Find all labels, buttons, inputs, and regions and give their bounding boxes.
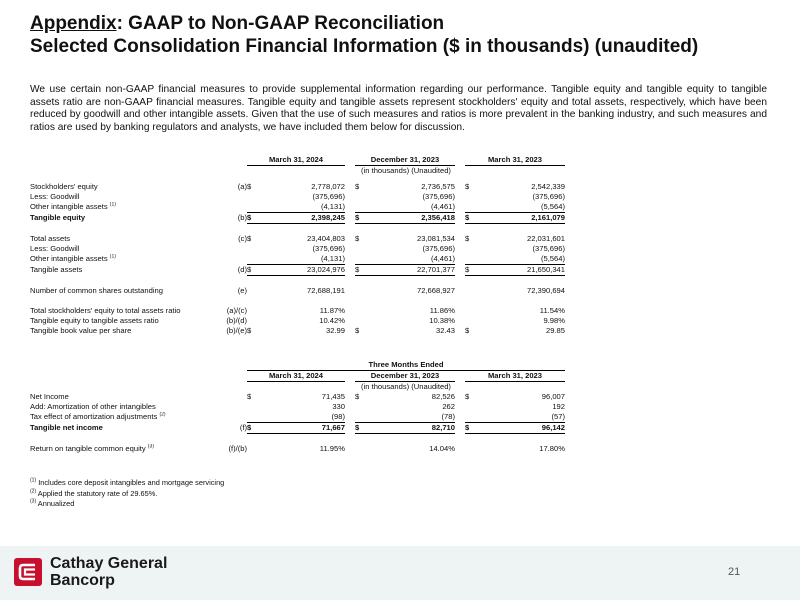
table-cell (455, 392, 465, 402)
table-cell: $ (355, 234, 360, 243)
row-ref: (b)/(d) (226, 316, 247, 325)
table-row (30, 244, 565, 254)
table-cell (355, 202, 367, 213)
table-cell: (375,696) (532, 244, 565, 253)
table-cell (345, 423, 355, 434)
table-cell: 2,542,339 (531, 182, 565, 191)
table-cell: (4,461) (430, 254, 455, 263)
table-cell: 2,736,575 (421, 182, 455, 191)
table-cell (345, 286, 355, 296)
table-cell (455, 326, 465, 336)
table-cell (215, 202, 247, 213)
row-label: Total stockholders' equity to total assets ratio (30, 306, 181, 315)
table-cell: $ (465, 265, 477, 276)
table-cell (345, 155, 355, 166)
table-cell (455, 244, 465, 254)
row-ref: (e) (237, 286, 247, 295)
table-cell (30, 276, 565, 287)
table-cell: (375,696) (312, 192, 345, 201)
table-cell (455, 213, 465, 224)
table-cell: 2,161,079 (477, 213, 565, 224)
table-cell (215, 155, 247, 166)
table-cell (345, 402, 355, 412)
table-cell: 192 (552, 402, 565, 411)
column-header: March 31, 2024 (247, 371, 345, 382)
table-cell (455, 192, 465, 202)
row-label: Return on tangible common equity (30, 444, 146, 453)
footnote-2: $^{(2)}$ Applied the statutory rate of 29.65%. (30, 488, 158, 498)
table-cell: 330 (332, 402, 345, 411)
table-cell (345, 182, 355, 192)
table-cell (247, 286, 257, 296)
row-label: Less: Goodwill (30, 192, 80, 201)
row-ref: (b) (237, 213, 247, 222)
table-row (30, 392, 565, 402)
table-cell (30, 434, 565, 445)
table-cell (465, 192, 477, 202)
table-cell: 29.85 (545, 326, 565, 335)
table-cell (345, 306, 355, 316)
table-cell: 11.54% (539, 306, 565, 315)
table-cell (215, 382, 247, 393)
table-subheader: (in thousands) (Unaudited) (361, 166, 451, 175)
table-cell: $ (355, 392, 360, 401)
footnote-marker: (1) (109, 254, 116, 260)
table-cell: 82,526 (431, 392, 455, 401)
table-row (30, 306, 565, 316)
table-cell (455, 155, 465, 166)
table-cell (355, 402, 367, 412)
table-cell (30, 360, 215, 371)
row-ref: (f)/(b) (228, 444, 247, 453)
table-cell: $ (465, 392, 470, 401)
table-cell (345, 234, 355, 244)
table-cell: $ (247, 326, 252, 335)
table-cell: (5,564) (540, 202, 565, 211)
table-cell: (375,696) (422, 192, 455, 201)
row-label: Stockholders' equity (30, 182, 98, 191)
footnotes (30, 478, 224, 510)
column-header: March 31, 2023 (465, 155, 565, 166)
period-header: Three Months Ended (368, 360, 444, 369)
row-label: Tangible assets (30, 265, 83, 274)
title-appendix: Appendix (30, 13, 117, 34)
table-header-row (30, 371, 565, 382)
table-cell: $ (247, 423, 257, 434)
title-line1-rest: : GAAP to Non-GAAP Reconciliation (116, 13, 445, 34)
table-row (30, 265, 565, 276)
footnote-marker: (2) (159, 412, 166, 418)
table-row (30, 213, 565, 224)
table-cell (465, 306, 477, 316)
row-ref: (b)/(e) (226, 326, 247, 335)
table-cell: 2,778,072 (311, 182, 345, 191)
table-cell (215, 244, 247, 254)
table-cell: 2,356,418 (367, 213, 455, 224)
column-header: December 31, 2023 (355, 155, 455, 166)
income-reconciliation-table (30, 360, 565, 454)
table-cell (247, 254, 257, 265)
table-row (30, 423, 565, 434)
table-cell: 22,031,601 (526, 234, 565, 243)
table-cell: $ (247, 265, 257, 276)
table-cell: 9.98% (543, 316, 565, 325)
row-label: Less: Goodwill (30, 244, 80, 253)
row-ref: (c) (238, 234, 247, 243)
table-cell: (98) (331, 412, 345, 421)
page-number: 21 (728, 566, 741, 578)
table-cell (355, 306, 367, 316)
table-cell (30, 412, 215, 423)
table-cell (215, 360, 247, 371)
table-cell: 96,142 (477, 423, 565, 434)
table-cell: $ (465, 326, 470, 335)
table-cell: 32.43 (435, 326, 455, 335)
table-cell: 11.87% (319, 306, 345, 315)
table-cell (345, 316, 355, 326)
table-cell (215, 192, 247, 202)
row-ref: (d) (237, 265, 247, 274)
table-cell: (375,696) (532, 192, 565, 201)
table-cell (465, 202, 477, 213)
table-cell (355, 286, 367, 296)
table-cell: 262 (442, 402, 455, 411)
table-row (30, 192, 565, 202)
footnote-1: $^{(1)}$ Includes core deposit intangibles and mortgage servicing (30, 477, 225, 487)
intro-paragraph: We use certain non-GAAP financial measures to provide supplemental information regarding our performance. Tangible equity and tangible equity to tangible assets ratio are non-GAAP financial measures. Tangible equity and tangible assets represent stockholders' equity and total assets, respectively, which have been reduced by goodwill and other intangible assets. Given that the use of such measures and ratios is more prevalent in the banking industry, and such measures and ratios are used by banking regulators and analysts, we have included them below for discussion. (30, 84, 767, 133)
cathay-logo-icon (14, 558, 42, 586)
table-cell: 96,007 (541, 392, 565, 401)
row-ref: (f) (239, 423, 247, 432)
table-cell (465, 254, 477, 265)
table-cell: $ (355, 182, 360, 191)
row-ref: (a) (237, 182, 247, 191)
footnote-3: $^{(3)}$ Annualized (30, 498, 75, 508)
table-cell: $ (355, 326, 360, 335)
table-cell (247, 412, 257, 423)
row-label: Other intangible assets (30, 254, 108, 264)
table-cell (345, 213, 355, 224)
row-label: Tax effect of amortization adjustments (30, 412, 158, 422)
table-cell (345, 265, 355, 276)
table-cell (247, 202, 257, 213)
table-cell (30, 166, 215, 177)
table-cell (30, 371, 215, 382)
table-cell: 2,398,245 (257, 213, 345, 224)
footnote-marker: (3) (147, 444, 154, 450)
table-cell (215, 166, 247, 177)
table-cell: 71,667 (257, 423, 345, 434)
brand-line-2: Bancorp (50, 572, 115, 589)
table-cell: 23,024,976 (257, 265, 345, 276)
table-cell (30, 202, 215, 213)
table-cell: $ (247, 213, 257, 224)
table-cell (465, 244, 477, 254)
table-cell (345, 192, 355, 202)
table-cell (455, 306, 465, 316)
table-cell: 72,390,694 (526, 286, 565, 295)
table-header-row (30, 155, 565, 166)
row-ref: (a)/(c) (226, 306, 247, 315)
table-cell: $ (465, 213, 477, 224)
title-line2: Selected Consolidation Financial Information ($ in thousands) (unaudited) (30, 36, 699, 57)
row-label: Total assets (30, 234, 71, 243)
table-cell: 23,081,534 (416, 234, 455, 243)
table-cell (345, 244, 355, 254)
table-cell: 10.42% (319, 316, 345, 325)
table-cell (247, 192, 257, 202)
table-cell (465, 286, 477, 296)
table-cell (30, 382, 215, 393)
table-row (30, 444, 565, 454)
table-cell (215, 254, 247, 265)
table-cell: (4,131) (320, 254, 345, 263)
table-cell (247, 244, 257, 254)
table-cell (355, 444, 367, 454)
row-label: Number of common shares outstanding (30, 286, 163, 295)
table-cell: 11.86% (429, 306, 455, 315)
table-cell (455, 444, 465, 454)
table-cell (455, 254, 465, 265)
table-cell (247, 306, 257, 316)
table-cell: $ (355, 265, 367, 276)
table-cell: $ (465, 182, 470, 191)
table-cell (455, 371, 465, 382)
table-cell: 23,404,803 (306, 234, 345, 243)
table-cell (455, 202, 465, 213)
table-cell (455, 412, 465, 423)
table-cell (30, 296, 565, 306)
table-cell: 22,701,377 (367, 265, 455, 276)
table-cell (455, 265, 465, 276)
table-row (30, 316, 565, 326)
row-label: Net Income (30, 392, 69, 401)
table-cell (355, 192, 367, 202)
row-label: Tangible equity to tangible assets ratio (30, 316, 159, 325)
table-cell (345, 326, 355, 336)
table-cell (465, 412, 477, 423)
row-label: Tangible net income (30, 423, 103, 432)
table-cell (455, 423, 465, 434)
table-cell (345, 254, 355, 265)
table-cell (247, 444, 257, 454)
table-cell (355, 316, 367, 326)
table-cell (455, 182, 465, 192)
table-cell: 14.04% (429, 444, 455, 453)
table-row (30, 326, 565, 336)
table-row (30, 412, 565, 423)
page-title (30, 12, 698, 58)
table-row (30, 234, 565, 244)
table-cell (455, 286, 465, 296)
table-cell (215, 392, 247, 402)
table-cell: $ (465, 234, 470, 243)
row-label: Other intangible assets (30, 202, 108, 212)
brand-name (50, 555, 167, 589)
table-cell: 82,710 (367, 423, 455, 434)
table-cell: $ (247, 234, 252, 243)
column-header: March 31, 2023 (465, 371, 565, 382)
table-cell (30, 155, 215, 166)
table-cell: (5,564) (540, 254, 565, 263)
column-header: March 31, 2024 (247, 155, 345, 166)
table-cell: $ (355, 213, 367, 224)
table-cell (455, 402, 465, 412)
table-cell (345, 392, 355, 402)
table-cell (345, 202, 355, 213)
footnote-marker: (1) (109, 202, 116, 208)
table-cell (355, 412, 367, 423)
table-cell: (375,696) (422, 244, 455, 253)
table-cell (355, 244, 367, 254)
table-cell (455, 316, 465, 326)
table-cell (215, 371, 247, 382)
table-cell (30, 444, 215, 454)
table-cell: 10.38% (429, 316, 455, 325)
table-cell (30, 254, 215, 265)
table-cell (30, 224, 565, 235)
column-header: December 31, 2023 (355, 371, 455, 382)
table-cell (215, 412, 247, 423)
table-row (30, 182, 565, 192)
table-cell: $ (465, 423, 477, 434)
table-cell (465, 402, 477, 412)
table-cell: 11.95% (319, 444, 345, 453)
row-label: Tangible equity (30, 213, 86, 222)
table-row (30, 254, 565, 265)
table-row (30, 202, 565, 213)
table-cell: (375,696) (312, 244, 345, 253)
table-cell (455, 234, 465, 244)
row-label: Add: Amortization of other intangibles (30, 402, 156, 411)
table-cell: 32.99 (325, 326, 345, 335)
table-cell: 72,668,927 (416, 286, 455, 295)
table-row (30, 402, 565, 412)
table-cell (355, 254, 367, 265)
table-cell (465, 444, 477, 454)
table-subheader: (in thousands) (Unaudited) (361, 382, 451, 391)
table-cell (465, 316, 477, 326)
brand-line-1: Cathay General (50, 555, 168, 572)
table-cell (345, 412, 355, 423)
table-row (30, 286, 565, 296)
table-cell: 17.80% (539, 444, 565, 453)
table-cell: 72,688,191 (306, 286, 345, 295)
table-cell: (78) (441, 412, 455, 421)
table-cell: 71,435 (321, 392, 345, 401)
table-cell: (4,461) (430, 202, 455, 211)
table-cell (215, 402, 247, 412)
row-label: Tangible book value per share (30, 326, 132, 335)
table-cell: $ (247, 182, 252, 191)
table-cell: (57) (551, 412, 565, 421)
table-cell: 21,650,341 (477, 265, 565, 276)
table-cell: (4,131) (320, 202, 345, 211)
table-cell: $ (247, 392, 252, 401)
table-cell (247, 316, 257, 326)
table-cell (345, 371, 355, 382)
table-cell (247, 402, 257, 412)
balance-reconciliation-table (30, 155, 565, 336)
table-cell (345, 444, 355, 454)
table-cell: $ (355, 423, 367, 434)
